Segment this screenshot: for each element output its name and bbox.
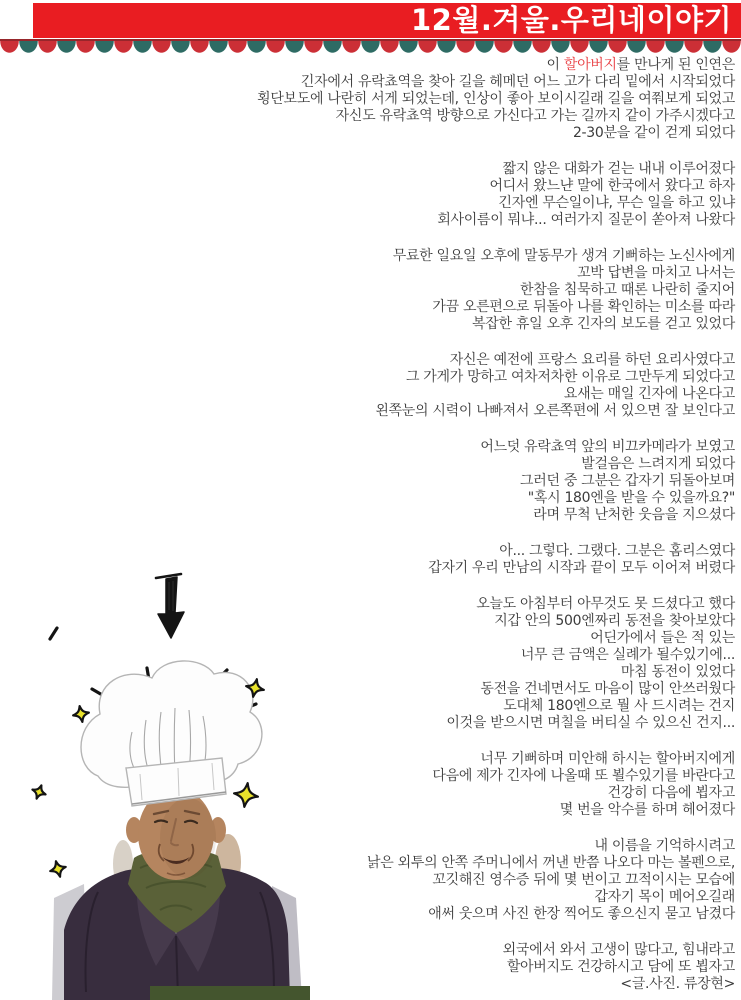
story-line: 꼬박 답변을 마치고 나서는: [577, 265, 735, 281]
story-line: <글.사진. 류장현>: [620, 976, 735, 992]
story-line: 복잡한 휴일 오후 긴자의 보도를 걷고 있었다: [472, 316, 735, 332]
story-line: 낡은 외투의 안쪽 주머니에서 꺼낸 반쯤 나오다 마는 볼펜으로,: [367, 855, 735, 871]
sparkle-icon: [30, 783, 48, 801]
story-line: 내 이름을 기억하시려고: [594, 838, 735, 854]
story-line: 갑자기 목이 메어오길래: [594, 889, 735, 905]
story-line: 어느덧 유락쵸역 앞의 비끄카메라가 보였고: [480, 439, 735, 455]
story-line: 건강히 다음에 뵙자고: [607, 785, 735, 801]
story-line: 그 가게가 망하고 여차저차한 이유로 그만두게 되었다고: [405, 369, 735, 385]
story-line: 오늘도 아침부터 아무것도 못 드셨다고 했다: [476, 596, 735, 612]
story-line: 아... 그렇다. 그랬다. 그분은 홈리스였다: [499, 543, 735, 559]
chef-hat: [81, 661, 262, 806]
down-arrow-icon: [156, 574, 184, 638]
bunting-border: [0, 39, 741, 55]
highlight-word: 할아버지: [563, 57, 617, 73]
story-line: "혹시 180엔을 받을 수 있을까요?": [527, 490, 735, 506]
story-line: 애써 웃으며 사진 한장 찍어도 좋으신지 묻고 남겼다: [428, 906, 735, 922]
page-title: 12월.겨울.우리네이야기: [410, 3, 732, 37]
sparkle-icon: [48, 859, 68, 879]
photo-bottom-strip: [150, 986, 310, 1000]
story-line: 너무 기뻐하며 미안해 하시는 할아버지에게: [480, 751, 735, 767]
story-line: 몇 번을 악수를 하며 헤어졌다: [559, 802, 735, 818]
story-line: 꼬깃해진 영수증 뒤에 몇 번이고 끄적이시는 모습에: [432, 872, 735, 888]
story-line: 그러던 중 그분은 갑자기 뒤돌아보며: [520, 473, 735, 489]
story-line: 긴자에서 유락쵸역을 찾아 길을 헤메던 어느 고가 다리 밑에서 시작되었다: [300, 74, 735, 90]
story-line: 왼쪽눈의 시력이 나빠져서 오른쪽편에 서 있으면 잘 보인다고: [375, 403, 735, 419]
story-line: 외국에서 와서 고생이 많다고, 힘내라고: [502, 942, 735, 958]
story-line: 지갑 안의 500엔짜리 동전을 찾아보았다: [494, 613, 735, 629]
story-line: 자신도 유락쵸역 방향으로 가신다고 가는 길까지 같이 가주시겠다고: [335, 108, 735, 124]
story-line: 어디서 왔느냔 말에 한국에서 왔다고 하자: [489, 178, 735, 194]
story-paragraph: [25, 439, 735, 524]
story-line: 한참을 침묵하고 때론 나란히 줄지어: [520, 282, 735, 298]
story-line: 할아버지도 건강하시고 담에 또 뵙자고: [506, 959, 735, 975]
story-line: 무료한 일요일 오후에 말동무가 생겨 기뻐하는 노신사에게: [392, 248, 735, 264]
story-paragraph: [25, 248, 735, 333]
story-line: 자신은 예전에 프랑스 요리를 하던 요리사였다고: [449, 352, 735, 368]
radiating-dash: [50, 628, 57, 639]
story-line: 이 할아버지를 만나게 된 인연은: [546, 57, 735, 73]
story-line: 라며 무척 난처한 웃음을 지으셨다: [533, 507, 735, 523]
story-line: 마침 동전이 있었다: [620, 664, 735, 680]
story-line: 갑자기 우리 만남의 시작과 끝이 모두 이어져 버렸다: [428, 560, 735, 576]
story-line: 동전을 건네면서도 마음이 많이 안쓰러웠다: [480, 681, 735, 697]
story-line: 요새는 매일 긴자에 나온다고: [563, 386, 735, 402]
story-line: 다음에 제가 긴자에 나올때 또 뵐수있기를 바란다고: [432, 768, 735, 784]
story-line: 긴자엔 무슨일이냐, 무슨 일을 하고 있냐: [498, 195, 735, 211]
grandfather-photo: [28, 562, 318, 1000]
story-paragraph: [25, 352, 735, 420]
story-line: 어딘가에서 들은 적 있는: [590, 630, 735, 646]
story-line: 발걸음은 느려지게 되었다: [581, 456, 735, 472]
story-line: 회사이름이 뭐냐... 여러가지 질문이 쏟아져 나왔다: [437, 212, 735, 228]
story-line: 횡단보도에 나란히 서게 되었는데, 인상이 좋아 보이시길래 길을 여쭤보게 되었고: [257, 91, 735, 107]
story-paragraph: [25, 161, 735, 229]
story-line: 짧지 않은 대화가 걷는 내내 이루어졌다: [502, 161, 735, 177]
sparkle-icon: [232, 781, 259, 808]
story-paragraph: [25, 57, 735, 142]
story-line: 2-30분을 같이 걷게 되었다: [572, 125, 735, 141]
story-line: 이것을 받으시면 며칠을 버티실 수 있으신 건지...: [446, 715, 735, 731]
sparkle-icon: [72, 705, 91, 724]
title-banner: [33, 3, 741, 38]
story-line: 너무 큰 금액은 실례가 될수있기에...: [520, 647, 735, 663]
story-line: 도대체 180엔으로 뭘 사 드시려는 건지: [503, 698, 735, 714]
story-line: 가끔 오른편으로 뒤돌아 나를 확인하는 미소를 따라: [432, 299, 735, 315]
